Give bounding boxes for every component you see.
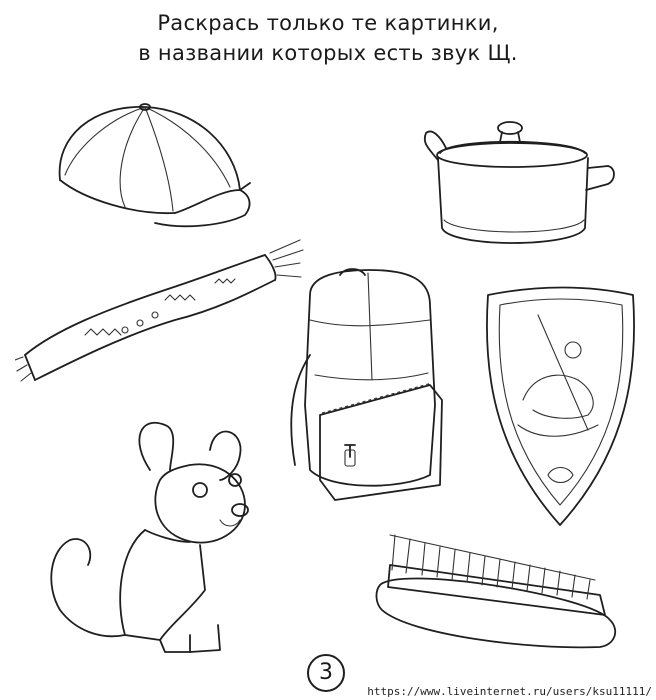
scarf-icon: [15, 235, 305, 385]
pot-icon: [420, 108, 620, 258]
brush-icon: [370, 525, 625, 655]
shield-icon: [478, 280, 643, 535]
page-number: 3: [307, 654, 345, 692]
instruction-line-2: в названии которых есть звук Щ.: [138, 41, 518, 65]
backpack-icon: [280, 265, 460, 515]
watermark-url: https://www.liveinternet.ru/users/ksu11111/: [367, 685, 652, 698]
cap-icon: [45, 95, 255, 235]
puppy-icon: [40, 410, 260, 660]
instruction-line-1: Раскрась только те картинки,: [157, 11, 499, 35]
instruction-title: [0, 8, 656, 68]
